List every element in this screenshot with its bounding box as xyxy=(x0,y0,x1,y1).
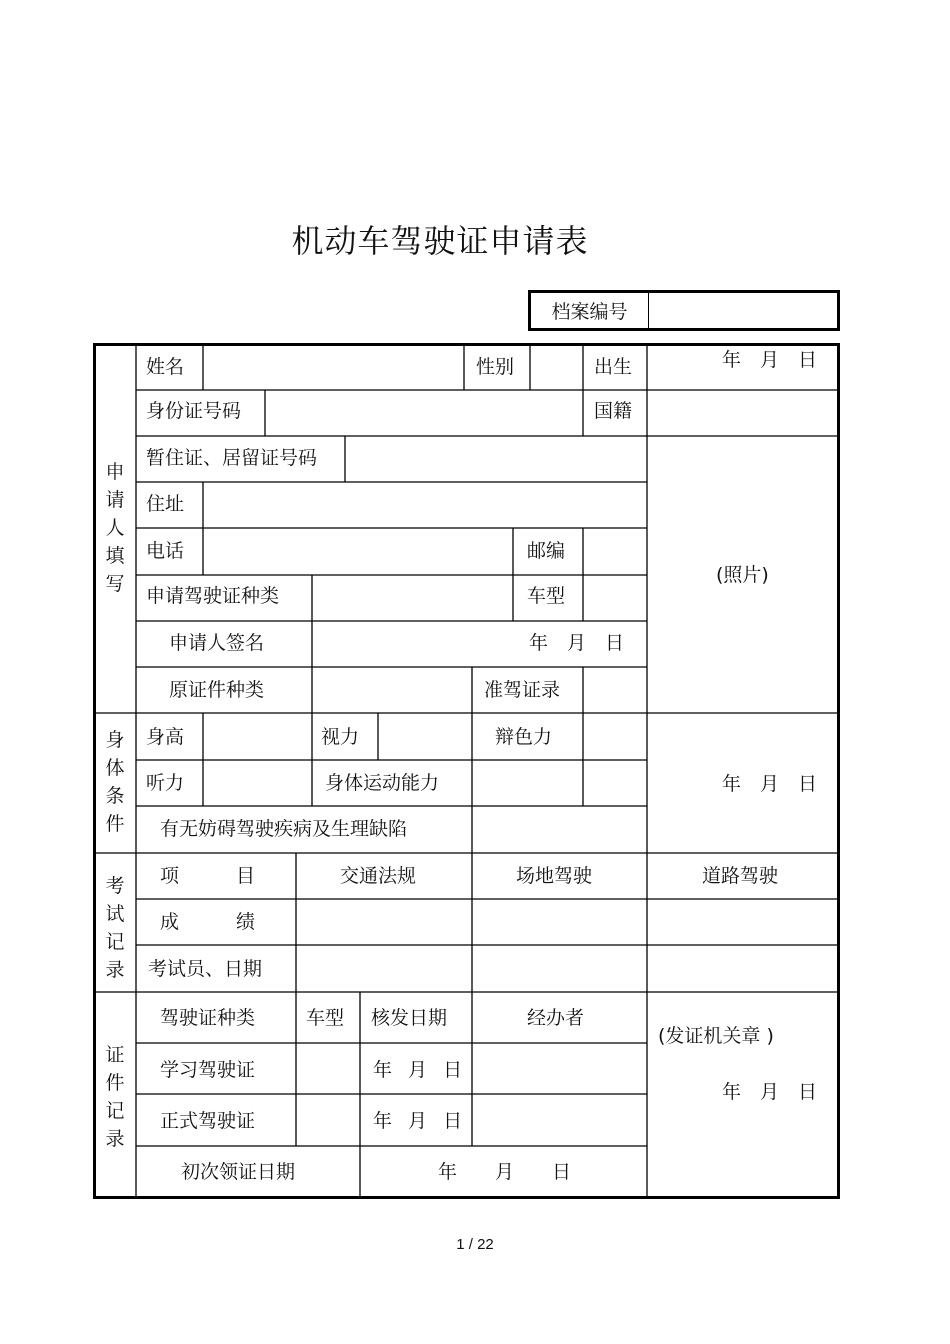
traffic-law-header: 交通法规 xyxy=(340,865,417,887)
height-label: 身高 xyxy=(146,726,185,748)
license-type-header: 驾驶证种类 xyxy=(160,1007,256,1029)
first-issue-label: 初次领证日期 xyxy=(181,1161,296,1183)
formal-license-date: 年 月 日 xyxy=(373,1110,463,1132)
handler-header: 经办者 xyxy=(527,1007,585,1029)
photo-placeholder: (照片) xyxy=(716,564,769,586)
name-label: 姓名 xyxy=(146,356,185,378)
examiner-label: 考试员、日期 xyxy=(148,958,263,980)
section-exam-label: 考试记录 xyxy=(105,875,125,981)
birth-label: 出生 xyxy=(594,356,633,378)
defects-label: 有无妨碍驾驶疾病及生理缺陷 xyxy=(160,818,408,840)
issue-date-header: 核发日期 xyxy=(371,1007,448,1029)
original-type-label: 原证件种类 xyxy=(169,679,265,701)
score-label: 成 绩 xyxy=(160,911,256,933)
issuing-seal-label: (发证机关章 ) xyxy=(658,1025,774,1047)
hearing-label: 听力 xyxy=(146,772,185,794)
signature-date: 年 月 日 xyxy=(529,632,625,654)
page-number: 1 / 22 xyxy=(456,1236,494,1253)
learner-license-date: 年 月 日 xyxy=(373,1059,463,1081)
field-driving-header: 场地驾驶 xyxy=(516,865,593,887)
signature-label: 申请人签名 xyxy=(169,632,265,654)
page-title: 机动车驾驶证申请表 xyxy=(291,222,589,260)
gender-label: 性别 xyxy=(476,356,515,378)
nationality-label: 国籍 xyxy=(594,400,633,422)
archive-number-label: 档案编号 xyxy=(531,293,649,328)
permitted-record-label: 准驾证录 xyxy=(484,679,561,701)
birth-date: 年 月 日 xyxy=(722,349,818,371)
vehicle-type-label: 车型 xyxy=(527,585,566,607)
motor-ability-label: 身体运动能力 xyxy=(325,772,440,794)
residence-permit-label: 暂住证、居留证号码 xyxy=(146,447,318,469)
license-type-label: 申请驾驶证种类 xyxy=(146,585,280,607)
postcode-label: 邮编 xyxy=(527,540,566,562)
section-physical-label: 身体条件 xyxy=(105,729,125,835)
physical-date: 年 月 日 xyxy=(722,773,818,795)
section-license-label: 证件记录 xyxy=(105,1044,125,1150)
learner-license-label: 学习驾驶证 xyxy=(160,1059,256,1081)
section-applicant-label: 申请人填写 xyxy=(105,461,125,595)
license-vehicle-header: 车型 xyxy=(306,1007,345,1029)
vision-label: 视力 xyxy=(321,726,360,748)
first-issue-date: 年 月 日 xyxy=(438,1161,572,1183)
formal-license-label: 正式驾驶证 xyxy=(160,1110,256,1132)
color-vision-label: 辩色力 xyxy=(495,726,553,748)
id-number-label: 身份证号码 xyxy=(146,400,242,422)
address-label: 住址 xyxy=(146,493,185,515)
exam-item-header: 项 目 xyxy=(160,865,256,887)
road-driving-header: 道路驾驶 xyxy=(702,865,779,887)
seal-date: 年 月 日 xyxy=(722,1081,818,1103)
phone-label: 电话 xyxy=(146,540,185,562)
